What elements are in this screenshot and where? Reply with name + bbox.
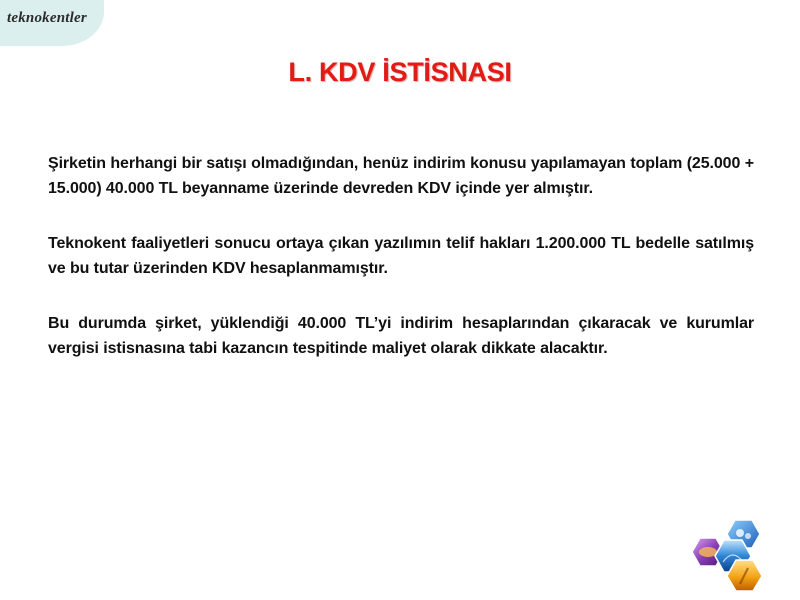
hexagon-cluster-icon [690,518,770,592]
slide-title: L. KDV İSTİSNASI [288,57,512,87]
paragraph-1: Şirketin herhangi bir satışı olmadığından, henüz indirim konusu yapılamayan toplam (25.000 + 15.000) 40.000 TL beyanname üzerinde devreden KDV içinde yer almıştır. [48,155,754,197]
logo-text: teknokentler [7,10,87,26]
paragraph-2: Teknokent faaliyetleri sonucu ortaya çıkan yazılımın telif hakları 1.200.000 TL bedelle satılmış ve bu tutar üzerinden KDV hesaplanmamıştır. [48,235,754,277]
slide-content [48,152,754,392]
logo-tab [0,0,104,46]
paragraph-3: Bu durumda şirket, yüklendiği 40.000 TL’yi indirim hesaplarından çıkaracak ve kurumlar vergisi istisnasına tabi kazancın tespitinde maliyet olarak dikkate alacaktır. [48,315,754,357]
